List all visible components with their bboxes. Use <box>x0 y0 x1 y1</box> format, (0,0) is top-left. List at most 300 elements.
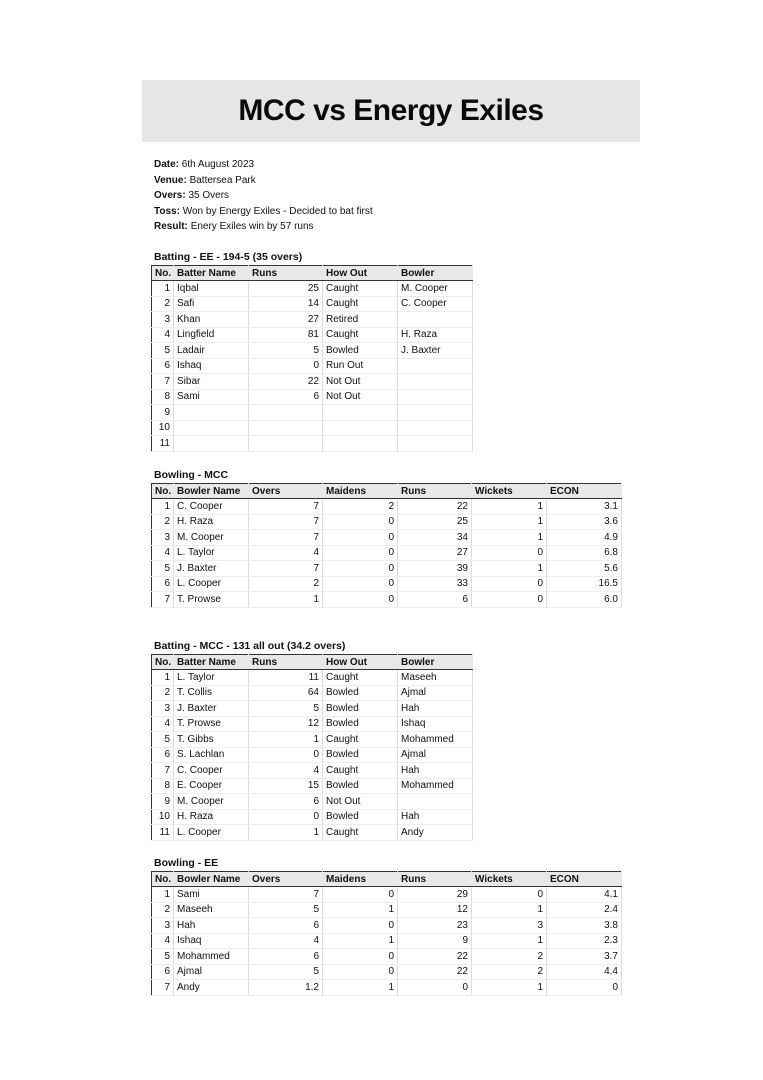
table-cell: Hah <box>174 918 249 934</box>
table-cell: C. Cooper <box>174 499 249 515</box>
column-header: No. <box>152 484 174 499</box>
meta-date <box>154 157 373 173</box>
column-header: How Out <box>323 266 398 281</box>
meta-label: Date: <box>154 159 180 170</box>
table-cell: 2 <box>249 576 323 592</box>
table-row <box>152 561 622 577</box>
table-cell: 1 <box>472 514 547 530</box>
table-cell: Andy <box>398 825 473 841</box>
table-cell: Ishaq <box>174 358 249 374</box>
table-cell: S. Lachlan <box>174 747 249 763</box>
bowling-ee-table <box>151 871 622 996</box>
table-cell: H. Raza <box>174 809 249 825</box>
table-row <box>152 825 473 841</box>
section-heading: Bowling - EE <box>154 857 219 869</box>
table-cell: 5.6 <box>547 561 622 577</box>
table-cell <box>398 374 473 390</box>
table-cell: 3 <box>152 312 174 328</box>
table-cell: J. Baxter <box>174 561 249 577</box>
section-batting-ee <box>151 250 473 452</box>
table-cell: 10 <box>152 420 174 436</box>
table-cell: Bowled <box>323 685 398 701</box>
table-cell: Caught <box>323 732 398 748</box>
table-cell: Caught <box>323 281 398 297</box>
column-header: Batter Name <box>174 266 249 281</box>
column-header: Bowler Name <box>174 484 249 499</box>
table-cell: Ishaq <box>398 716 473 732</box>
table-cell: 6 <box>398 592 472 608</box>
table-cell: 1.2 <box>249 980 323 996</box>
table-cell: 11 <box>249 670 323 686</box>
table-cell: Andy <box>174 980 249 996</box>
table-cell: L. Cooper <box>174 576 249 592</box>
table-row <box>152 530 622 546</box>
table-cell <box>323 405 398 421</box>
table-cell: 2 <box>472 949 547 965</box>
meta-value: Battersea Park <box>189 174 256 186</box>
table-cell: Mohammed <box>174 949 249 965</box>
table-cell: 4 <box>249 933 323 949</box>
table-cell <box>398 436 473 452</box>
table-row <box>152 420 473 436</box>
table-cell: Safi <box>174 296 249 312</box>
table-cell: 0 <box>323 592 398 608</box>
table-cell: 7 <box>249 499 323 515</box>
table-cell: 4 <box>249 763 323 779</box>
table-cell: 2 <box>152 296 174 312</box>
table-cell: 9 <box>152 405 174 421</box>
table-cell: 2 <box>152 902 174 918</box>
table-cell: T. Prowse <box>174 716 249 732</box>
column-header: How Out <box>323 655 398 670</box>
table-cell <box>249 405 323 421</box>
table-cell: Run Out <box>323 358 398 374</box>
table-cell <box>323 436 398 452</box>
meta-value: Won by Energy Exiles - Decided to bat first <box>182 205 373 217</box>
table-cell: 5 <box>249 701 323 717</box>
table-cell: 7 <box>152 374 174 390</box>
table-cell <box>323 420 398 436</box>
table-cell: 0 <box>398 980 472 996</box>
table-cell: Hah <box>398 809 473 825</box>
meta-label: Venue: <box>154 174 187 186</box>
table-cell: 2 <box>152 685 174 701</box>
table-cell: 6 <box>249 918 323 934</box>
table-row <box>152 545 622 561</box>
batting-ee-table <box>151 265 473 452</box>
table-cell: Retired <box>323 312 398 328</box>
table-cell: 39 <box>398 561 472 577</box>
table-cell: Ajmal <box>174 964 249 980</box>
table-cell: 16.5 <box>547 576 622 592</box>
table-cell: 7 <box>249 514 323 530</box>
meta-value: 6th August 2023 <box>181 159 255 170</box>
table-row <box>152 374 473 390</box>
table-row <box>152 701 473 717</box>
table-cell: 0 <box>323 918 398 934</box>
table-cell: 25 <box>249 281 323 297</box>
table-cell <box>398 794 473 810</box>
table-cell <box>174 436 249 452</box>
table-cell: 1 <box>323 980 398 996</box>
table-cell: L. Cooper <box>174 825 249 841</box>
table-cell <box>398 312 473 328</box>
table-cell: Ishaq <box>174 933 249 949</box>
column-header: Maidens <box>323 872 398 887</box>
table-cell: 0 <box>323 949 398 965</box>
match-details <box>154 157 373 235</box>
table-cell: Sami <box>174 389 249 405</box>
column-header: Runs <box>249 266 323 281</box>
table-cell: 6 <box>152 747 174 763</box>
table-cell: Maseeh <box>398 670 473 686</box>
table-row <box>152 358 473 374</box>
section-bowling-mcc <box>151 468 622 608</box>
table-cell: Not Out <box>323 794 398 810</box>
table-cell <box>398 420 473 436</box>
table-cell: 0 <box>323 964 398 980</box>
column-header: ECON <box>547 872 622 887</box>
table-cell: 22 <box>398 949 472 965</box>
table-cell: 0 <box>547 980 622 996</box>
table-cell: J. Baxter <box>174 701 249 717</box>
table-header-row <box>152 484 622 499</box>
section-heading: Batting - MCC - 131 all out (34.2 overs) <box>154 640 346 652</box>
meta-label: Result: <box>154 221 188 233</box>
table-cell: M. Cooper <box>174 530 249 546</box>
table-row <box>152 576 622 592</box>
meta-venue <box>154 173 373 189</box>
table-cell: T. Prowse <box>174 592 249 608</box>
table-cell: Ajmal <box>398 685 473 701</box>
table-cell: L. Taylor <box>174 545 249 561</box>
table-cell: 12 <box>249 716 323 732</box>
table-cell: 0 <box>472 887 547 903</box>
table-cell: Iqbal <box>174 281 249 297</box>
table-cell: 6 <box>249 794 323 810</box>
table-cell: Caught <box>323 296 398 312</box>
table-row <box>152 716 473 732</box>
table-cell: 0 <box>472 576 547 592</box>
table-cell: 6 <box>249 389 323 405</box>
table-row <box>152 794 473 810</box>
table-cell: 5 <box>249 343 323 359</box>
table-cell: 7 <box>152 592 174 608</box>
table-cell: 6.8 <box>547 545 622 561</box>
table-cell: 0 <box>323 576 398 592</box>
table-cell: 5 <box>249 902 323 918</box>
table-cell: 29 <box>398 887 472 903</box>
table-cell: 4 <box>152 327 174 343</box>
table-row <box>152 670 473 686</box>
table-cell: 5 <box>249 964 323 980</box>
column-header: No. <box>152 266 174 281</box>
table-cell: 1 <box>152 281 174 297</box>
table-cell <box>398 405 473 421</box>
meta-value: 35 Overs <box>188 190 230 202</box>
table-header-row <box>152 872 622 887</box>
table-row <box>152 405 473 421</box>
table-row <box>152 918 622 934</box>
table-cell: 0 <box>249 809 323 825</box>
table-cell: 6 <box>152 576 174 592</box>
table-cell: 3.7 <box>547 949 622 965</box>
table-cell: 1 <box>472 499 547 515</box>
meta-value: Enery Exiles win by 57 runs <box>190 221 314 233</box>
table-cell: 23 <box>398 918 472 934</box>
table-cell: 11 <box>152 825 174 841</box>
table-cell: 2 <box>323 499 398 515</box>
table-cell <box>249 436 323 452</box>
table-cell: 1 <box>472 530 547 546</box>
table-cell: 12 <box>398 902 472 918</box>
column-header: Bowler Name <box>174 872 249 887</box>
table-cell: 0 <box>323 561 398 577</box>
column-header: Overs <box>249 484 323 499</box>
column-header: No. <box>152 872 174 887</box>
table-cell: 0 <box>323 887 398 903</box>
table-cell: 2.4 <box>547 902 622 918</box>
page-title: MCC vs Energy Exiles <box>238 94 544 127</box>
table-row <box>152 343 473 359</box>
table-cell: 3.8 <box>547 918 622 934</box>
table-row <box>152 887 622 903</box>
table-header-row <box>152 266 473 281</box>
table-cell: 4.9 <box>547 530 622 546</box>
section-heading: Batting - EE - 194-5 (35 overs) <box>154 251 303 263</box>
table-cell: 1 <box>472 980 547 996</box>
table-cell: 7 <box>249 530 323 546</box>
table-cell: 6 <box>152 964 174 980</box>
section-bowling-ee <box>151 856 622 996</box>
table-cell <box>398 358 473 374</box>
table-cell: 3 <box>152 918 174 934</box>
table-cell: Caught <box>323 763 398 779</box>
table-cell: E. Cooper <box>174 778 249 794</box>
table-cell <box>249 420 323 436</box>
table-cell: 1 <box>472 561 547 577</box>
column-header: Wickets <box>472 872 547 887</box>
table-cell: 22 <box>398 964 472 980</box>
table-cell: 0 <box>249 747 323 763</box>
table-cell: Not Out <box>323 389 398 405</box>
table-cell: 1 <box>152 887 174 903</box>
table-cell: H. Raza <box>398 327 473 343</box>
column-header: Bowler <box>398 655 473 670</box>
table-cell: 64 <box>249 685 323 701</box>
table-cell: 4.1 <box>547 887 622 903</box>
table-cell: 22 <box>398 499 472 515</box>
table-cell: Caught <box>323 825 398 841</box>
table-cell: Maseeh <box>174 902 249 918</box>
column-header: Runs <box>249 655 323 670</box>
table-cell: 15 <box>249 778 323 794</box>
title-banner <box>142 80 640 142</box>
table-header-row <box>152 655 473 670</box>
table-cell: Ajmal <box>398 747 473 763</box>
table-cell: 8 <box>152 389 174 405</box>
table-row <box>152 312 473 328</box>
table-cell: L. Taylor <box>174 670 249 686</box>
table-row <box>152 902 622 918</box>
table-cell: 5 <box>152 949 174 965</box>
table-cell: 33 <box>398 576 472 592</box>
table-cell: 2 <box>472 964 547 980</box>
table-cell: 5 <box>152 343 174 359</box>
table-cell: Bowled <box>323 716 398 732</box>
table-cell: Not Out <box>323 374 398 390</box>
table-cell: M. Cooper <box>174 794 249 810</box>
table-cell: 4 <box>152 716 174 732</box>
table-cell: 9 <box>152 794 174 810</box>
meta-toss <box>154 204 373 220</box>
table-cell: 5 <box>152 561 174 577</box>
table-cell: 27 <box>398 545 472 561</box>
table-row <box>152 281 473 297</box>
table-cell: 7 <box>152 980 174 996</box>
table-cell: 3 <box>472 918 547 934</box>
table-row <box>152 809 473 825</box>
table-cell: Mohammed <box>398 778 473 794</box>
meta-label: Toss: <box>154 205 180 217</box>
table-cell: 1 <box>323 933 398 949</box>
table-row <box>152 763 473 779</box>
table-cell: C. Cooper <box>398 296 473 312</box>
table-cell: 1 <box>249 825 323 841</box>
table-row <box>152 964 622 980</box>
table-cell: Bowled <box>323 747 398 763</box>
table-cell <box>174 405 249 421</box>
table-cell: 3 <box>152 530 174 546</box>
table-row <box>152 514 622 530</box>
table-cell: 27 <box>249 312 323 328</box>
table-cell: 7 <box>152 763 174 779</box>
table-cell: 6 <box>249 949 323 965</box>
table-cell: 1 <box>472 933 547 949</box>
table-row <box>152 933 622 949</box>
table-cell: 0 <box>472 545 547 561</box>
table-cell: 81 <box>249 327 323 343</box>
table-cell: 1 <box>249 732 323 748</box>
table-cell: 4 <box>152 545 174 561</box>
table-cell: Caught <box>323 670 398 686</box>
column-header: Bowler <box>398 266 473 281</box>
table-cell: 4 <box>249 545 323 561</box>
table-cell: 4 <box>152 933 174 949</box>
table-row <box>152 499 622 515</box>
table-cell: Sami <box>174 887 249 903</box>
table-cell: 1 <box>152 499 174 515</box>
table-cell: 5 <box>152 732 174 748</box>
table-cell: 9 <box>398 933 472 949</box>
column-header: Overs <box>249 872 323 887</box>
table-cell: M. Cooper <box>398 281 473 297</box>
meta-label: Overs: <box>154 190 186 202</box>
column-header: Batter Name <box>174 655 249 670</box>
table-cell: 2.3 <box>547 933 622 949</box>
batting-mcc-table <box>151 654 473 841</box>
table-cell: Bowled <box>323 701 398 717</box>
table-cell: Bowled <box>323 343 398 359</box>
table-row <box>152 778 473 794</box>
table-cell: J. Baxter <box>398 343 473 359</box>
meta-result <box>154 219 373 235</box>
table-cell: 34 <box>398 530 472 546</box>
table-row <box>152 436 473 452</box>
table-cell: 0 <box>323 545 398 561</box>
table-cell: 1 <box>152 670 174 686</box>
table-cell: Khan <box>174 312 249 328</box>
meta-overs <box>154 188 373 204</box>
table-cell: 7 <box>249 887 323 903</box>
table-cell: Caught <box>323 327 398 343</box>
table-cell: Hah <box>398 701 473 717</box>
table-cell: 3.6 <box>547 514 622 530</box>
table-cell: 0 <box>323 514 398 530</box>
table-cell: 0 <box>249 358 323 374</box>
column-header: Runs <box>398 484 472 499</box>
table-cell: Lingfield <box>174 327 249 343</box>
table-cell: 2 <box>152 514 174 530</box>
table-cell: 6 <box>152 358 174 374</box>
table-cell: C. Cooper <box>174 763 249 779</box>
table-cell: 11 <box>152 436 174 452</box>
table-cell: 8 <box>152 778 174 794</box>
column-header: No. <box>152 655 174 670</box>
table-cell: 1 <box>472 902 547 918</box>
table-cell: Mohammed <box>398 732 473 748</box>
table-cell: 22 <box>249 374 323 390</box>
table-cell: 14 <box>249 296 323 312</box>
bowling-mcc-table <box>151 483 622 608</box>
table-cell <box>398 389 473 405</box>
column-header: Maidens <box>323 484 398 499</box>
table-cell: 1 <box>323 902 398 918</box>
table-row <box>152 685 473 701</box>
table-cell: 0 <box>472 592 547 608</box>
table-cell: Ladair <box>174 343 249 359</box>
section-batting-mcc <box>151 639 473 841</box>
table-cell: 6.0 <box>547 592 622 608</box>
table-row <box>152 747 473 763</box>
column-header: Wickets <box>472 484 547 499</box>
table-cell <box>174 420 249 436</box>
table-row <box>152 949 622 965</box>
table-cell: 3 <box>152 701 174 717</box>
table-row <box>152 389 473 405</box>
table-cell: 3.1 <box>547 499 622 515</box>
table-cell: Bowled <box>323 809 398 825</box>
section-heading: Bowling - MCC <box>154 469 229 481</box>
table-cell: Sibar <box>174 374 249 390</box>
table-cell: 4.4 <box>547 964 622 980</box>
column-header: Runs <box>398 872 472 887</box>
table-cell: 10 <box>152 809 174 825</box>
table-row <box>152 980 622 996</box>
table-cell: T. Collis <box>174 685 249 701</box>
table-row <box>152 296 473 312</box>
table-row <box>152 732 473 748</box>
table-cell: H. Raza <box>174 514 249 530</box>
table-cell: 25 <box>398 514 472 530</box>
table-cell: Hah <box>398 763 473 779</box>
column-header: ECON <box>547 484 622 499</box>
table-row <box>152 592 622 608</box>
table-cell: T. Gibbs <box>174 732 249 748</box>
table-cell: 1 <box>249 592 323 608</box>
table-cell: Bowled <box>323 778 398 794</box>
table-cell: 7 <box>249 561 323 577</box>
